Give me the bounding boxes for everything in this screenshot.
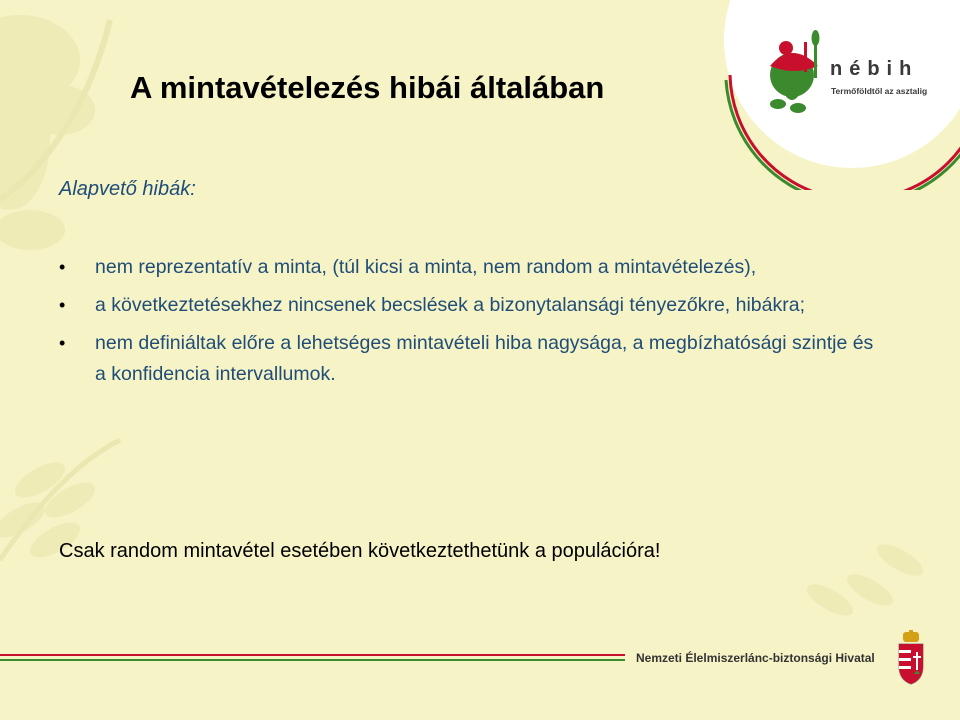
list-item-text: a következtetésekhez nincsenek becslések a bizonytalansági tényezőkre, hibákra; bbox=[95, 294, 805, 316]
logo-tagline: Termőföldtől az asztalig bbox=[831, 86, 928, 96]
conclusion-text: Csak random mintavétel esetében következtethetünk a populációra! bbox=[59, 540, 661, 562]
hungarian-coat-of-arms-icon bbox=[896, 630, 926, 686]
footer-divider bbox=[0, 654, 625, 661]
bullet-icon: • bbox=[59, 295, 66, 315]
slide-title: A mintavételezés hibái általában bbox=[130, 70, 605, 105]
bullet-icon: • bbox=[59, 257, 66, 277]
bullet-list bbox=[59, 252, 889, 397]
list-item-text: nem definiáltak előre a lehetséges mintavételi hiba nagysága, a megbízhatósági szintje és a konfidencia intervallumok. bbox=[95, 332, 874, 385]
logo-wordmark: nébih bbox=[830, 58, 919, 80]
footer-organization: Nemzeti Élelmiszerlánc-biztonsági Hivatal bbox=[636, 651, 875, 665]
list-item-text: nem reprezentatív a minta, (túl kicsi a minta, nem random a mintavételezés), bbox=[95, 256, 757, 278]
bullet-icon: • bbox=[59, 333, 66, 353]
subtitle: Alapvető hibák: bbox=[59, 178, 196, 200]
list-item bbox=[59, 290, 889, 321]
list-item bbox=[59, 252, 889, 283]
list-item bbox=[59, 328, 889, 390]
